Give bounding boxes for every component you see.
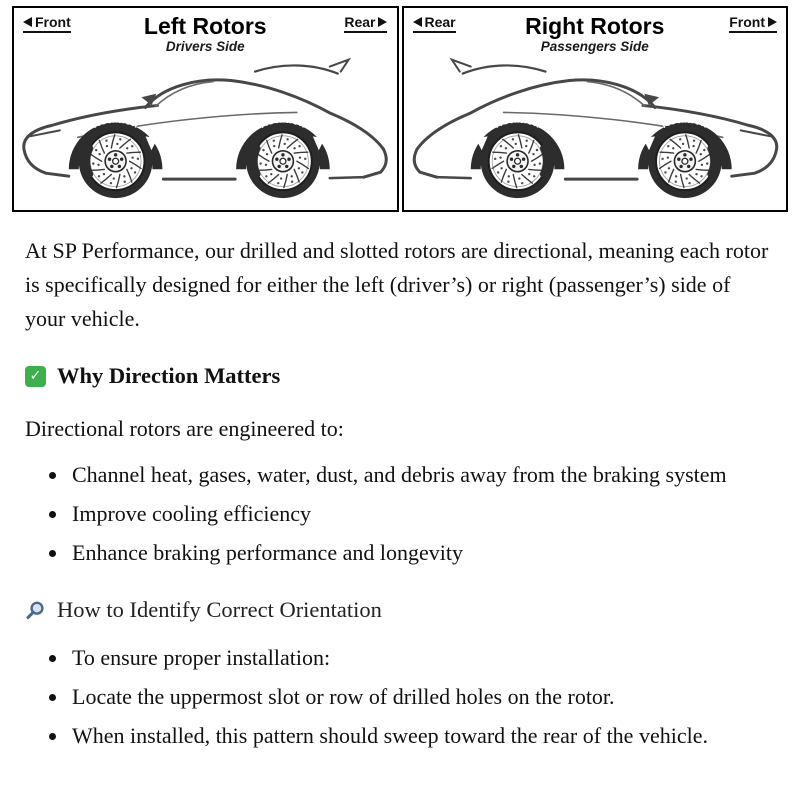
why-direction-matters-heading-row: [25, 359, 775, 393]
right-rotors-title: Right Rotors: [525, 13, 665, 39]
intro-paragraph: At SP Performance, our drilled and slotted rotors are directional, meaning each rotor is specifically designed for either the left (driver’s) or right (passenger’s) side of your vehicle.: [25, 238, 769, 331]
arrow-left-icon: [413, 17, 422, 27]
benefit-item: • Channel heat, gases, water, dust, and debris away from the braking system: [69, 458, 775, 492]
rear-label-text: Rear: [344, 14, 376, 30]
rotor-direction-diagram: [12, 6, 788, 212]
article-body: [0, 212, 800, 753]
benefit-item: • Improve cooling efficiency: [69, 497, 775, 531]
car-side-view: [16, 55, 395, 210]
rear-direction-label: [413, 14, 456, 33]
right-panel-header: [404, 8, 787, 54]
arrow-right-icon: [768, 17, 777, 27]
check-icon: ✓: [25, 366, 46, 387]
front-label-text: Front: [35, 14, 71, 30]
why-direction-matters-heading: Why Direction Matters: [57, 363, 281, 388]
orientation-step: • Locate the uppermost slot or row of drilled holes on the rotor.: [69, 680, 775, 714]
left-panel-header: [14, 8, 397, 54]
rear-direction-label: [344, 14, 387, 33]
car-side-view: [406, 55, 785, 210]
drivers-side-subtitle: Drivers Side: [165, 39, 245, 55]
right-car-illustration: [404, 54, 787, 210]
left-panel-title-block: [144, 14, 267, 54]
left-car-illustration: [14, 54, 397, 210]
arrow-left-icon: [23, 17, 32, 27]
orientation-step: • When installed, this pattern should sweep toward the rear of the vehicle.: [69, 719, 775, 753]
magnifier-icon: [25, 600, 46, 621]
rotation-label: Rotation: [492, 114, 542, 132]
identify-orientation-heading-row: [25, 593, 775, 627]
passengers-side-subtitle: Passengers Side: [540, 39, 649, 55]
orientation-step: • To ensure proper installation:: [69, 641, 775, 675]
left-rotors-panel: [12, 6, 399, 212]
orientation-steps-list: [25, 641, 775, 753]
right-rotors-panel: [402, 6, 789, 212]
arrow-right-icon: [378, 17, 387, 27]
front-direction-label: [23, 14, 71, 33]
rotation-label: Rotation: [90, 114, 141, 132]
page: [0, 6, 800, 806]
benefits-list: [25, 458, 775, 570]
rotation-label: Rotation: [659, 114, 710, 132]
left-rotors-title: Left Rotors: [143, 13, 267, 39]
front-direction-label: [729, 14, 777, 33]
identify-orientation-heading: How to Identify Correct Orientation: [57, 597, 382, 622]
rotation-label: Rotation: [258, 114, 308, 132]
right-panel-title-block: [525, 14, 664, 54]
rear-label-text: Rear: [424, 14, 456, 30]
front-label-text: Front: [729, 14, 765, 30]
benefit-item: • Enhance braking performance and longevity: [69, 536, 775, 570]
why-section-lead: Directional rotors are engineered to:: [25, 416, 344, 441]
